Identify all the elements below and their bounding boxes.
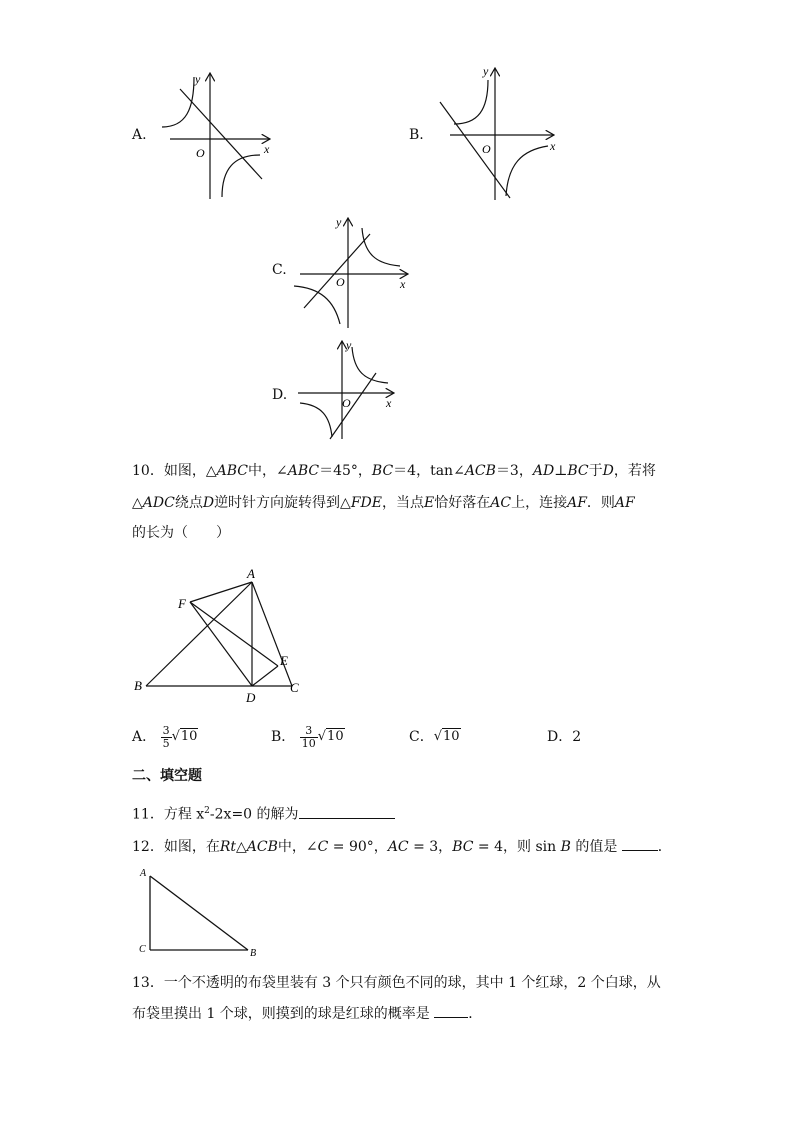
- line-graph: [330, 373, 376, 439]
- x-label: x: [264, 142, 270, 156]
- q10-triangle-figure: [130, 562, 310, 712]
- point-a-label: A: [140, 868, 147, 879]
- hyperbola-branch: [352, 347, 388, 383]
- x-label: x: [386, 396, 392, 410]
- segment-ab: [146, 582, 252, 686]
- q10-line-3: 的长为（ ）: [132, 525, 230, 541]
- y-label: y: [195, 72, 201, 86]
- graph-option-a: [150, 65, 280, 205]
- hyperbola-branch: [362, 228, 400, 266]
- y-label: y: [346, 338, 352, 352]
- hyperbola-branch: [454, 80, 488, 124]
- segment-af: [190, 582, 252, 602]
- point-c-label: C: [139, 944, 146, 955]
- point-f-label: F: [178, 596, 186, 611]
- q10-option-a: A． $\frac{3}{5}$ √10: [132, 723, 198, 750]
- origin-label: O: [482, 142, 491, 156]
- option-b-label: B.: [409, 127, 424, 143]
- hyperbola-branch: [300, 403, 332, 437]
- origin-label: O: [336, 275, 345, 289]
- q11-text: 11．方程 $x^2-2x=0$ 的解为: [132, 801, 395, 825]
- y-label: y: [483, 64, 489, 78]
- q13-answer-blank: [434, 1003, 468, 1018]
- point-d-label: D: [246, 690, 256, 705]
- option-d-label: D.: [272, 387, 288, 403]
- q13-line-1: 13．一个不透明的布袋里装有 3 个只有颜色不同的球，其中 1 个红球，2 个白球，从: [132, 975, 661, 991]
- x-label: x: [550, 139, 556, 153]
- option-c-label: C.: [272, 262, 287, 278]
- q10-option-d: D．2: [547, 729, 582, 745]
- q12-right-triangle: [134, 864, 264, 960]
- hyperbola-branch: [222, 155, 260, 197]
- q10-line-2: △ADC绕点D逆时针方向旋转得到△FDE，当点E恰好落在AC上，连接AF．则AF: [132, 495, 635, 511]
- y-label: y: [336, 215, 342, 229]
- side-ab: [150, 876, 248, 950]
- line-graph: [180, 89, 262, 179]
- q12-answer-blank: [622, 836, 658, 851]
- point-b-label: B: [250, 948, 257, 959]
- segment-de: [252, 666, 278, 686]
- line-graph: [440, 102, 510, 198]
- q13-line-2: 布袋里摸出 1 个球，则摸到的球是红球的概率是 ．: [132, 1003, 482, 1024]
- hyperbola-branch: [162, 77, 194, 127]
- q10-option-b: B． $\frac{3}{10}$ √10: [271, 723, 344, 750]
- q11-answer-blank: [299, 804, 395, 819]
- segment-fd: [190, 602, 252, 686]
- hyperbola-branch: [506, 146, 548, 196]
- origin-label: O: [196, 146, 205, 160]
- point-c-label: C: [290, 680, 299, 695]
- origin-label: O: [342, 396, 351, 410]
- graph-option-c: [290, 210, 420, 330]
- q12-text: 12．如图，在Rt△ACB中，∠C = 90°，AC = 3，BC = 4，则 sin B 的值是 ．: [132, 836, 672, 857]
- section-heading: 二、填空题: [132, 768, 202, 784]
- graph-option-d: [292, 335, 404, 443]
- hyperbola-branch: [294, 286, 340, 324]
- segment-fe: [190, 602, 278, 666]
- x-label: x: [400, 277, 406, 291]
- point-b-label: B: [134, 678, 142, 693]
- point-e-label: E: [280, 653, 288, 668]
- q10-option-c: C．√10: [409, 729, 460, 745]
- option-a-label: A.: [132, 127, 147, 143]
- point-a-label: A: [247, 566, 255, 581]
- graph-option-b: [430, 60, 570, 205]
- q10-line-1: 10．如图，△ABC中，∠ABC＝45°，BC＝4，tan∠ACB＝3，AD⊥BC于D，若将: [132, 463, 656, 479]
- line-graph: [304, 234, 370, 308]
